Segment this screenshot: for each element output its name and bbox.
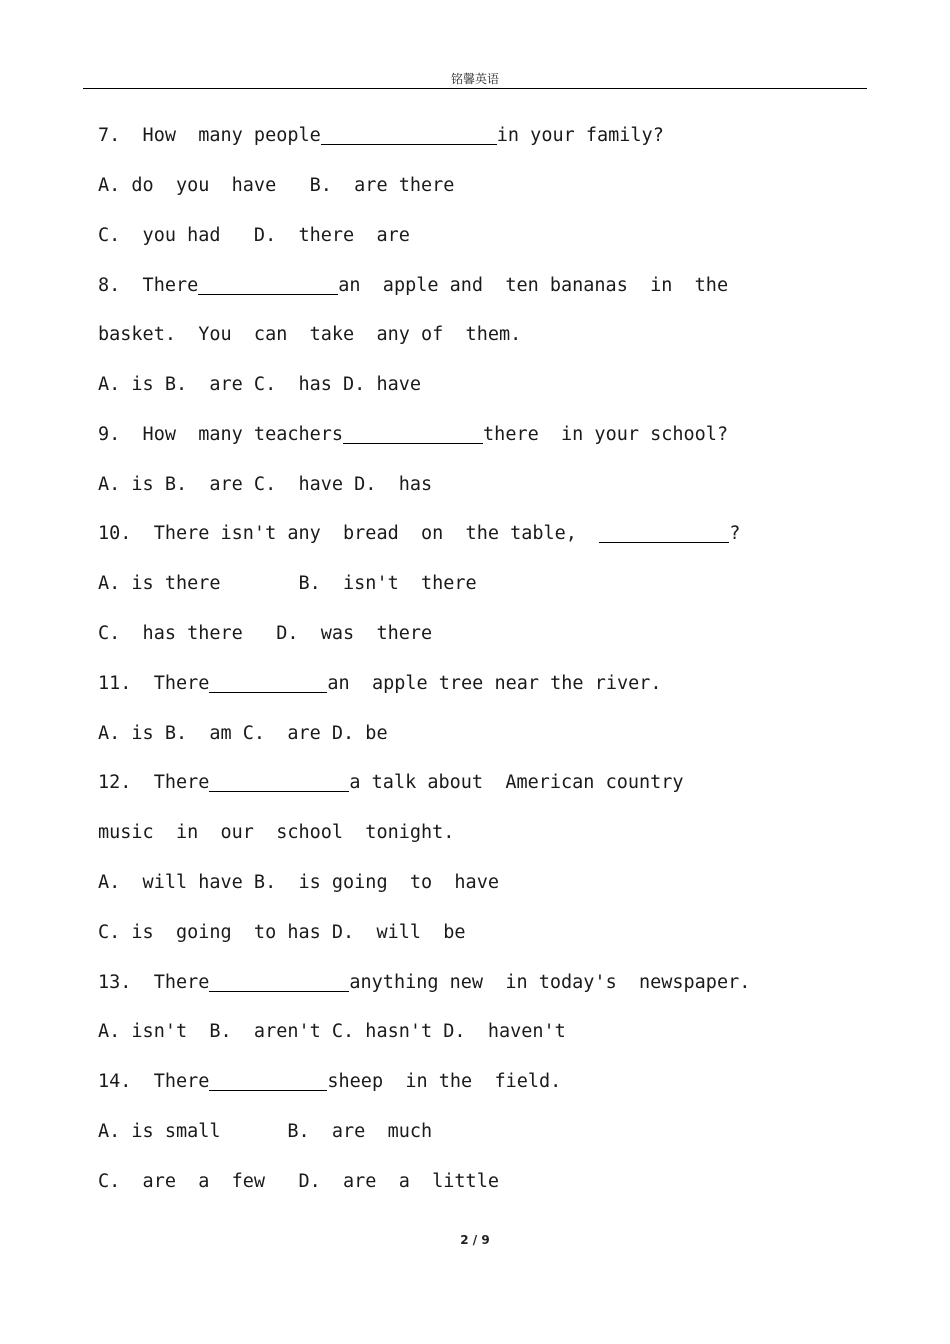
answer-blank bbox=[198, 274, 338, 295]
options-line: C. you had D. there are bbox=[98, 225, 410, 246]
question-11 bbox=[98, 672, 662, 696]
question-text: in your family? bbox=[496, 125, 664, 146]
options-line: C. has there D. was there bbox=[98, 623, 433, 644]
question-text: 7. How many people bbox=[98, 125, 321, 146]
question-continuation: music in our school tonight. bbox=[98, 822, 455, 843]
question-text: 12. There bbox=[98, 772, 210, 793]
question-text: ? bbox=[729, 523, 741, 544]
question-text: 10. There isn't any bread on the table, bbox=[98, 523, 600, 544]
answer-blank bbox=[209, 672, 327, 693]
question-text: an apple tree near the river. bbox=[327, 673, 662, 694]
page-header: 铭馨英语 bbox=[450, 72, 499, 86]
answer-blank bbox=[209, 1070, 327, 1091]
question-text: 14. There bbox=[98, 1071, 210, 1092]
options-line: A. is B. am C. are D. be bbox=[98, 723, 388, 744]
answer-blank bbox=[209, 771, 349, 792]
options-line: A. is B. are C. have D. has bbox=[98, 474, 433, 495]
question-7 bbox=[98, 124, 664, 148]
question-text: an apple and ten bananas in the bbox=[338, 275, 729, 296]
question-text: 9. How many teachers bbox=[98, 424, 344, 445]
question-text: anything new in today's newspaper. bbox=[349, 972, 751, 993]
question-8 bbox=[98, 274, 728, 298]
question-text: a talk about American country bbox=[349, 772, 684, 793]
answer-blank bbox=[599, 522, 729, 543]
options-line: A. is small B. are much bbox=[98, 1121, 433, 1142]
answer-blank bbox=[321, 124, 497, 145]
question-text: 13. There bbox=[98, 972, 210, 993]
options-line: C. are a few D. are a little bbox=[98, 1171, 499, 1192]
question-9 bbox=[98, 423, 728, 447]
options-line: A. will have B. is going to have bbox=[98, 872, 499, 893]
question-text: there in your school? bbox=[483, 424, 729, 445]
question-text: 8. There bbox=[98, 275, 199, 296]
options-line: A. is B. are C. has D. have bbox=[98, 374, 422, 395]
question-10 bbox=[98, 522, 740, 546]
options-line: A. do you have B. are there bbox=[98, 175, 455, 196]
page-number: 2 / 9 bbox=[460, 1233, 490, 1247]
question-text: 11. There bbox=[98, 673, 210, 694]
header-divider bbox=[83, 88, 867, 89]
question-14 bbox=[98, 1070, 561, 1094]
answer-blank bbox=[209, 971, 349, 992]
question-text: sheep in the field. bbox=[327, 1071, 562, 1092]
question-12 bbox=[98, 771, 684, 795]
question-continuation: basket. You can take any of them. bbox=[98, 324, 522, 345]
answer-blank bbox=[343, 423, 483, 444]
question-13 bbox=[98, 971, 750, 995]
options-line: A. is there B. isn't there bbox=[98, 573, 477, 594]
options-line: C. is going to has D. will be bbox=[98, 922, 466, 943]
options-line: A. isn't B. aren't C. hasn't D. haven't bbox=[98, 1021, 566, 1042]
